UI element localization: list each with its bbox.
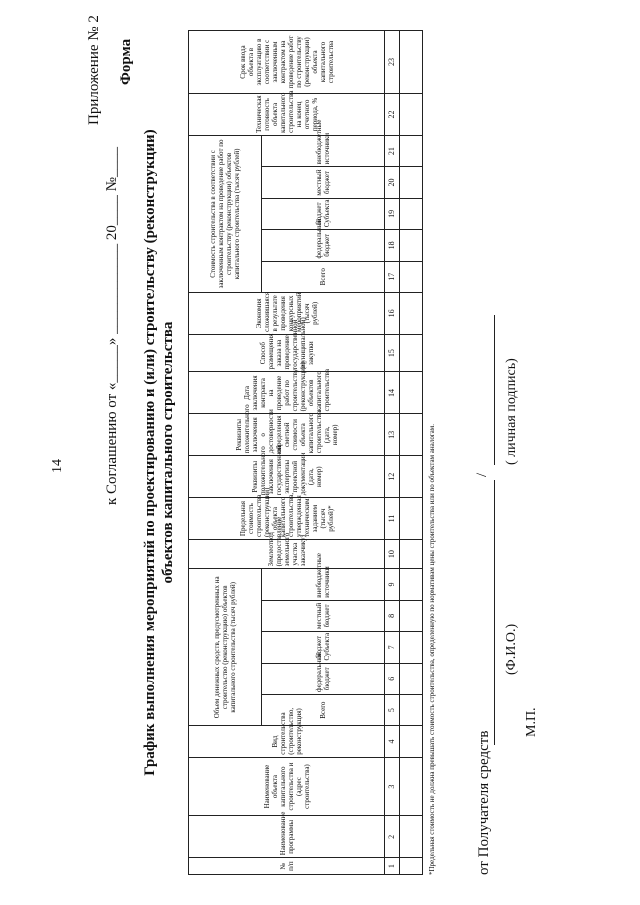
signature-caption: ( личная подпись) (504, 358, 519, 465)
header-funding-extra: внебюджетные источники (262, 569, 385, 600)
column-number: 4 (385, 726, 400, 757)
header-contract-date: Дата заключения контракта на проведение работ по строительству (реконструкции) объектов капитального строительства (189, 372, 385, 414)
appendix-label: Приложение № 2 (86, 15, 102, 125)
header-cost-extra: внебюджетные источники (262, 135, 385, 166)
signature-line (494, 315, 495, 465)
header-expertise: Реквизиты положительного заключения государственной экспертизы проектной документации (дата, номер) (189, 456, 385, 498)
column-number: 17 (385, 261, 400, 292)
page-number: 14 (50, 459, 65, 473)
header-funding-federal: федеральный бюджет (262, 663, 385, 694)
separator-slash: / (474, 472, 490, 477)
document-title: График выполнения мероприятий по проектированию и (или) строительству (реконструкции) (142, 129, 158, 776)
column-number: 3 (385, 757, 400, 816)
header-procurement-method: Способ размещения заказа на проведение государственной (муниципальной) закупки (189, 334, 385, 372)
column-number: 12 (385, 456, 400, 498)
column-number: 6 (385, 663, 400, 694)
document-subtitle: объектов капитального строительства (160, 321, 176, 584)
header-funding-total: Всего (262, 694, 385, 725)
header-cost-federal: федеральный бюджет (262, 230, 385, 261)
header-program: Наименование программы (189, 816, 385, 858)
schedule-table (188, 30, 423, 875)
footnote: *Предельная стоимость не должна превышать стоимость строительства, определенную по нормативам цены строительства или по объектам аналогам. (428, 424, 436, 875)
header-construction-type: Вид строительства (строительство, реконструкция) (189, 726, 385, 757)
column-number: 11 (385, 498, 400, 540)
header-max-cost: Предельная стоимость строительства (реконструкции) объекта капитального строительства, утвержденная техническим заданием (тысяч рублей)* (189, 498, 385, 540)
column-number: 19 (385, 198, 400, 229)
column-number: 23 (385, 31, 400, 94)
column-number: 20 (385, 167, 400, 198)
stamp-placeholder: М.П. (524, 707, 539, 737)
header-cost-subject: бюджет Субъекта (262, 198, 385, 229)
header-cost-total: Всего (262, 261, 385, 292)
header-contract-cost: Стоимость строительства в соответствии с заключенным контрактом на проведение работ по строительству (реконструкции) объектов капитального строительства (тысяч рублей) (189, 135, 262, 292)
column-number-row (385, 31, 400, 875)
column-number: 2 (385, 816, 400, 858)
fio-caption: (Ф.И.О.) (504, 623, 519, 675)
column-number: 22 (385, 94, 400, 136)
column-number: 8 (385, 600, 400, 631)
header-funding-subject: бюджет Субъекта (262, 632, 385, 663)
table-row (400, 31, 423, 875)
column-number: 10 (385, 540, 400, 569)
column-number: 9 (385, 569, 400, 600)
column-number: 14 (385, 372, 400, 414)
column-number: 7 (385, 632, 400, 663)
column-number: 13 (385, 414, 400, 456)
name-line (494, 480, 495, 745)
header-funding-volume: Объем денежных средств, предусмотренных на строительство (реконструкцию) объектов капитального строительства (тысяч рублей) (189, 569, 262, 726)
form-label: Форма (118, 38, 134, 85)
header-estimate-reliability: Реквизиты положительного заключения о достоверности определения сметной стоимости объекта капитального строительства (дата, номер) (189, 414, 385, 456)
column-number: 21 (385, 135, 400, 166)
header-funding-local: местный бюджет (262, 600, 385, 631)
agreement-reference: к Соглашению от «_____» ____________ 20____ №____ (104, 147, 120, 505)
header-readiness: Техническая готовность объекта капитального строительства на конец отчетного периода, % (189, 94, 385, 136)
column-number: 15 (385, 334, 400, 372)
column-number: 16 (385, 292, 400, 334)
header-cost-local: местный бюджет (262, 167, 385, 198)
column-number: 18 (385, 230, 400, 261)
header-object-name: Наименование объекта капитального строительства и (адрес строительства) (189, 757, 385, 816)
header-land-allocation: Землеотвод (предоставление земельного участка заказчику) (189, 540, 385, 569)
column-number: 1 (385, 858, 400, 875)
header-number: № п/п (189, 858, 385, 875)
recipient-label: от Получателя средств (476, 730, 492, 875)
header-savings: Экономия сложившаяся в результате проведения конкурсных мероприятий (тысяч рублей) (189, 292, 385, 334)
header-commissioning-date: Срок ввода объекта в эксплуатацию в соответствии с заключенным контрактом на проведение работ по строительству (реконструкции) объекта капитального строительства (189, 31, 385, 94)
column-number: 5 (385, 694, 400, 725)
